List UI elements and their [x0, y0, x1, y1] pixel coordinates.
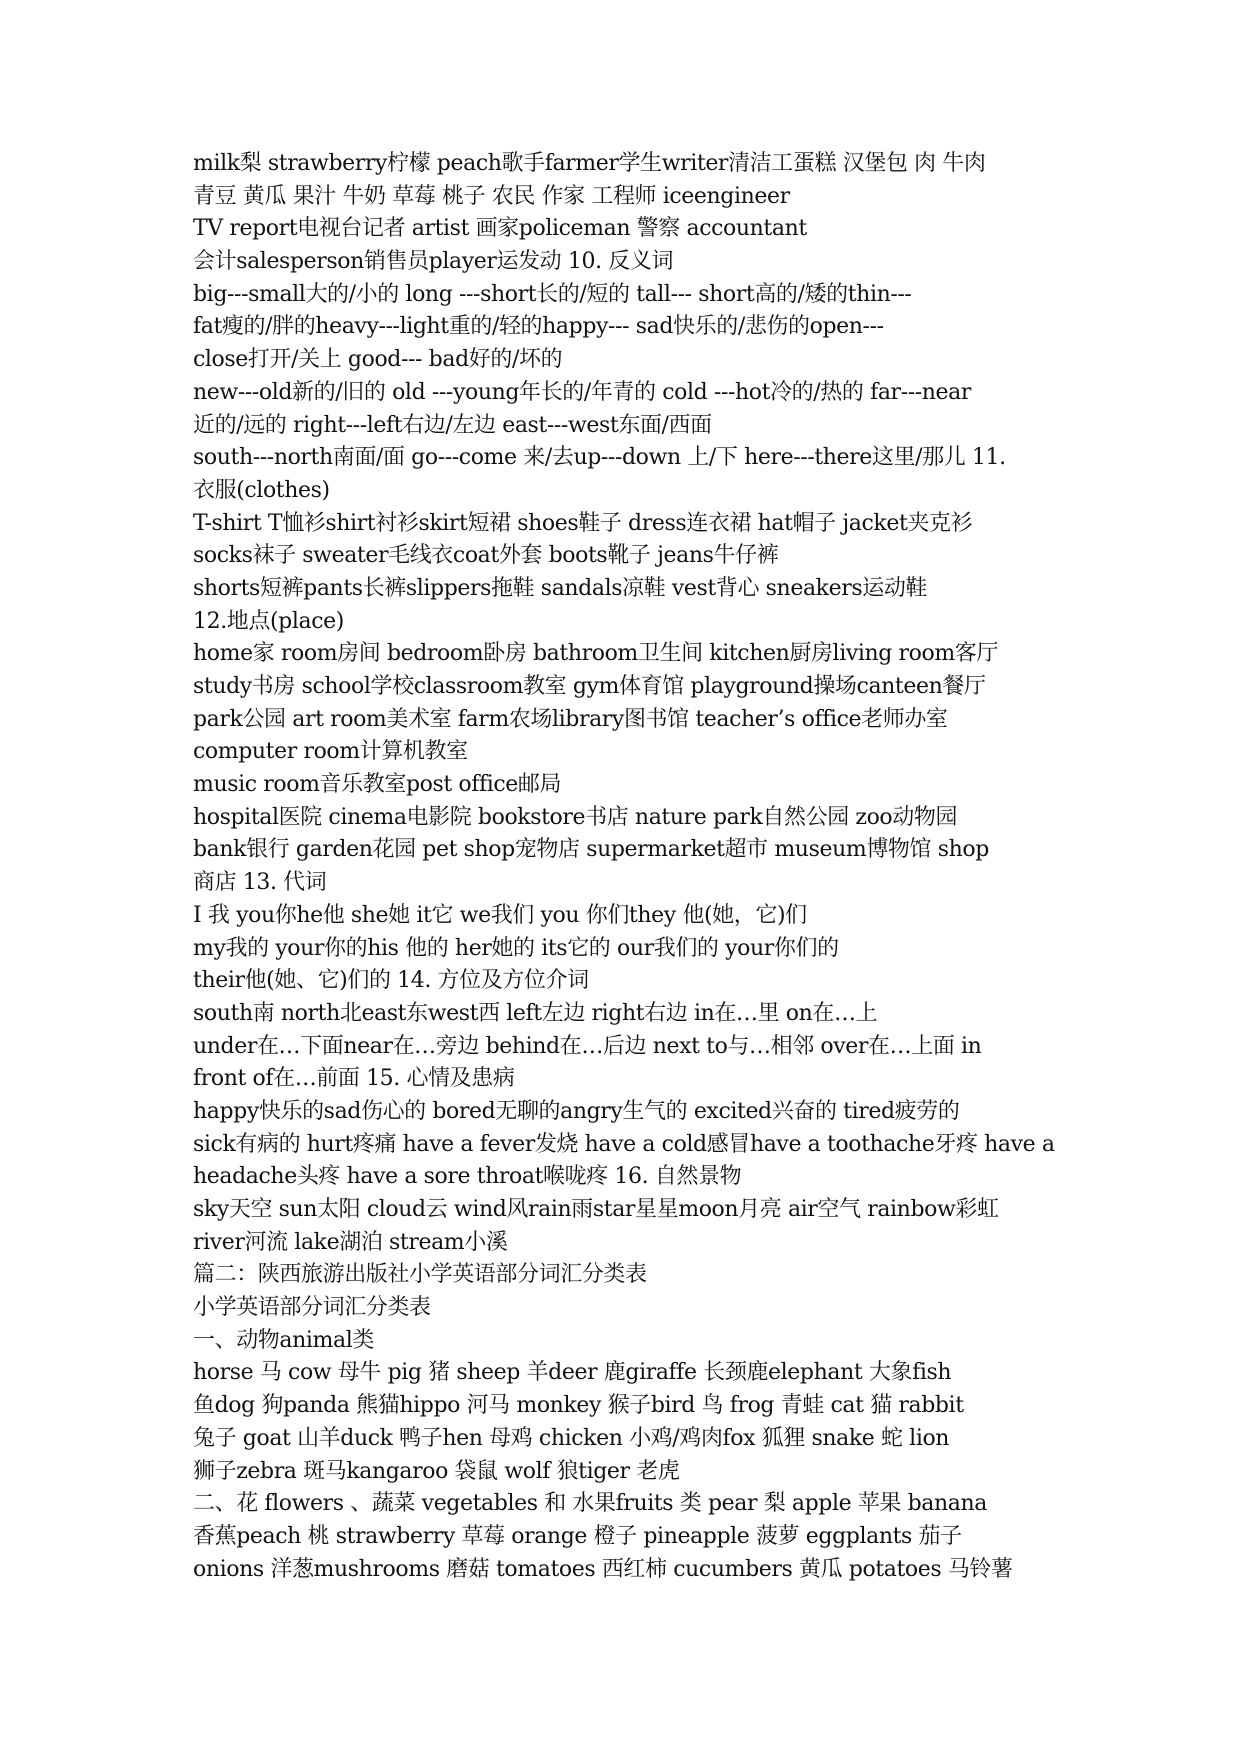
text-line: happy快乐的sad伤心的 bored无聊的angry生气的 excited兴奋的 tired疲劳的: [193, 1098, 960, 1124]
text-line: headache头疼 have a sore throat喉咙疼 16. 自然景物: [193, 1164, 742, 1190]
text-line: 香蕉peach 桃 strawberry 草莓 orange 橙子 pineapple 菠萝 eggplants 茄子: [193, 1523, 962, 1549]
article-title: 篇二：陕西旅游出版社小学英语部分词汇分类表: [193, 1262, 647, 1288]
text-line: south---north南面/面 go---come 来/去up---down 上/下 here---there这里/那儿 11.: [193, 445, 1006, 471]
text-line: big---small大的/小的 long ---short长的/短的 tall--- short高的/矮的thin---: [193, 281, 912, 307]
text-line: home家 room房间 bedroom卧房 bathroom卫生间 kitchen厨房living room客厅: [193, 641, 999, 667]
body-text: [193, 148, 1073, 1586]
text-line: 近的/远的 right---left右边/左边 east---west东面/西面: [193, 412, 712, 438]
text-line: bank银行 garden花园 pet shop宠物店 supermarket超市 museum博物馆 shop: [193, 837, 989, 863]
text-line: 鱼dog 狗panda 熊猫hippo 河马 monkey 猴子bird 鸟 frog 青蛙 cat 猫 rabbit: [193, 1393, 964, 1419]
text-line: sky天空 sun太阳 cloud云 wind风rain雨star星星moon月亮 air空气 rainbow彩虹: [193, 1197, 999, 1222]
section-heading: 12.地点(place): [193, 608, 344, 634]
section-heading: 一、动物animal类: [193, 1327, 374, 1353]
text-line: their他(她、它)们的 14. 方位及方位介词: [193, 968, 589, 994]
text-line: hospital医院 cinema电影院 bookstore书店 nature park自然公园 zoo动物园: [193, 804, 958, 830]
text-line: front of在…前面 15. 心情及患病: [193, 1066, 515, 1092]
article-subtitle: 小学英语部分词汇分类表: [193, 1295, 431, 1321]
text-line: new---old新的/旧的 old ---young年长的/年青的 cold ---hot冷的/热的 far---near: [193, 379, 971, 405]
text-line: socks袜子 sweater毛线衣coat外套 boots靴子 jeans牛仔裤: [193, 543, 779, 569]
text-line: horse 马 cow 母牛 pig 猪 sheep 羊deer 鹿giraffe 长颈鹿elephant 大象fish: [193, 1360, 952, 1386]
text-line: 会计salesperson销售员player运发动 10. 反义词: [193, 249, 674, 275]
text-line: river河流 lake湖泊 stream小溪: [193, 1229, 508, 1255]
text-line: 商店 13. 代词: [193, 870, 327, 896]
text-line: 狮子zebra 斑马kangaroo 袋鼠 wolf 狼tiger 老虎: [193, 1458, 680, 1484]
text-line: I 我 you你he他 she她 it它 we我们 you 你们they 他(她，它)们: [193, 902, 807, 928]
text-line: study书房 school学校classroom教室 gym体育馆 playground操场canteen餐厅: [193, 674, 986, 699]
text-line: music room音乐教室post office邮局: [193, 772, 562, 798]
text-line: computer room计算机教室: [193, 739, 468, 765]
section-heading: 二、花 flowers 、蔬菜 vegetables 和 水果fruits 类 pear 梨 apple 苹果 banana: [193, 1491, 987, 1517]
text-line: under在…下面near在…旁边 behind在…后边 next to与…相邻 over在…上面 in: [193, 1033, 982, 1059]
text-line: south南 north北east东west西 left左边 right右边 in在…里 on在…上: [193, 1000, 878, 1026]
text-line: onions 洋葱mushrooms 磨菇 tomatoes 西红柿 cucumbers 黄瓜 potatoes 马铃薯: [193, 1556, 1013, 1582]
text-line: milk梨 strawberry柠檬 peach歌手farmer学生writer清洁工蛋糕 汉堡包 肉 牛肉: [193, 151, 986, 176]
text-line: sick有病的 hurt疼痛 have a fever发烧 have a cold感冒have a toothache牙疼 have a: [193, 1131, 1055, 1157]
text-line: close打开/关上 good--- bad好的/坏的: [193, 347, 563, 373]
text-line: 青豆 黄瓜 果汁 牛奶 草莓 桃子 农民 作家 工程师 iceengineer: [193, 183, 790, 209]
text-line: TV report电视台记者 artist 画家policeman 警察 accountant: [193, 216, 807, 242]
text-line: my我的 your你的his 他的 her她的 its它的 our我们的 your你们的: [193, 935, 839, 961]
text-line: shorts短裤pants长裤slippers拖鞋 sandals凉鞋 vest背心 sneakers运动鞋: [193, 575, 928, 601]
text-line: T-shirt T恤衫shirt衬衫skirt短裙 shoes鞋子 dress连衣裙 hat帽子 jacket夹克衫: [193, 510, 973, 536]
text-line: fat瘦的/胖的heavy---light重的/轻的happy--- sad快乐的/悲伤的open---: [193, 314, 884, 340]
section-heading: 衣服(clothes): [193, 477, 330, 503]
text-line: 兔子 goat 山羊duck 鸭子hen 母鸡 chicken 小鸡/鸡肉fox 狐狸 snake 蛇 lion: [193, 1425, 950, 1451]
text-line: park公园 art room美术室 farm农场library图书馆 teacher’s office老师办室: [193, 706, 948, 732]
